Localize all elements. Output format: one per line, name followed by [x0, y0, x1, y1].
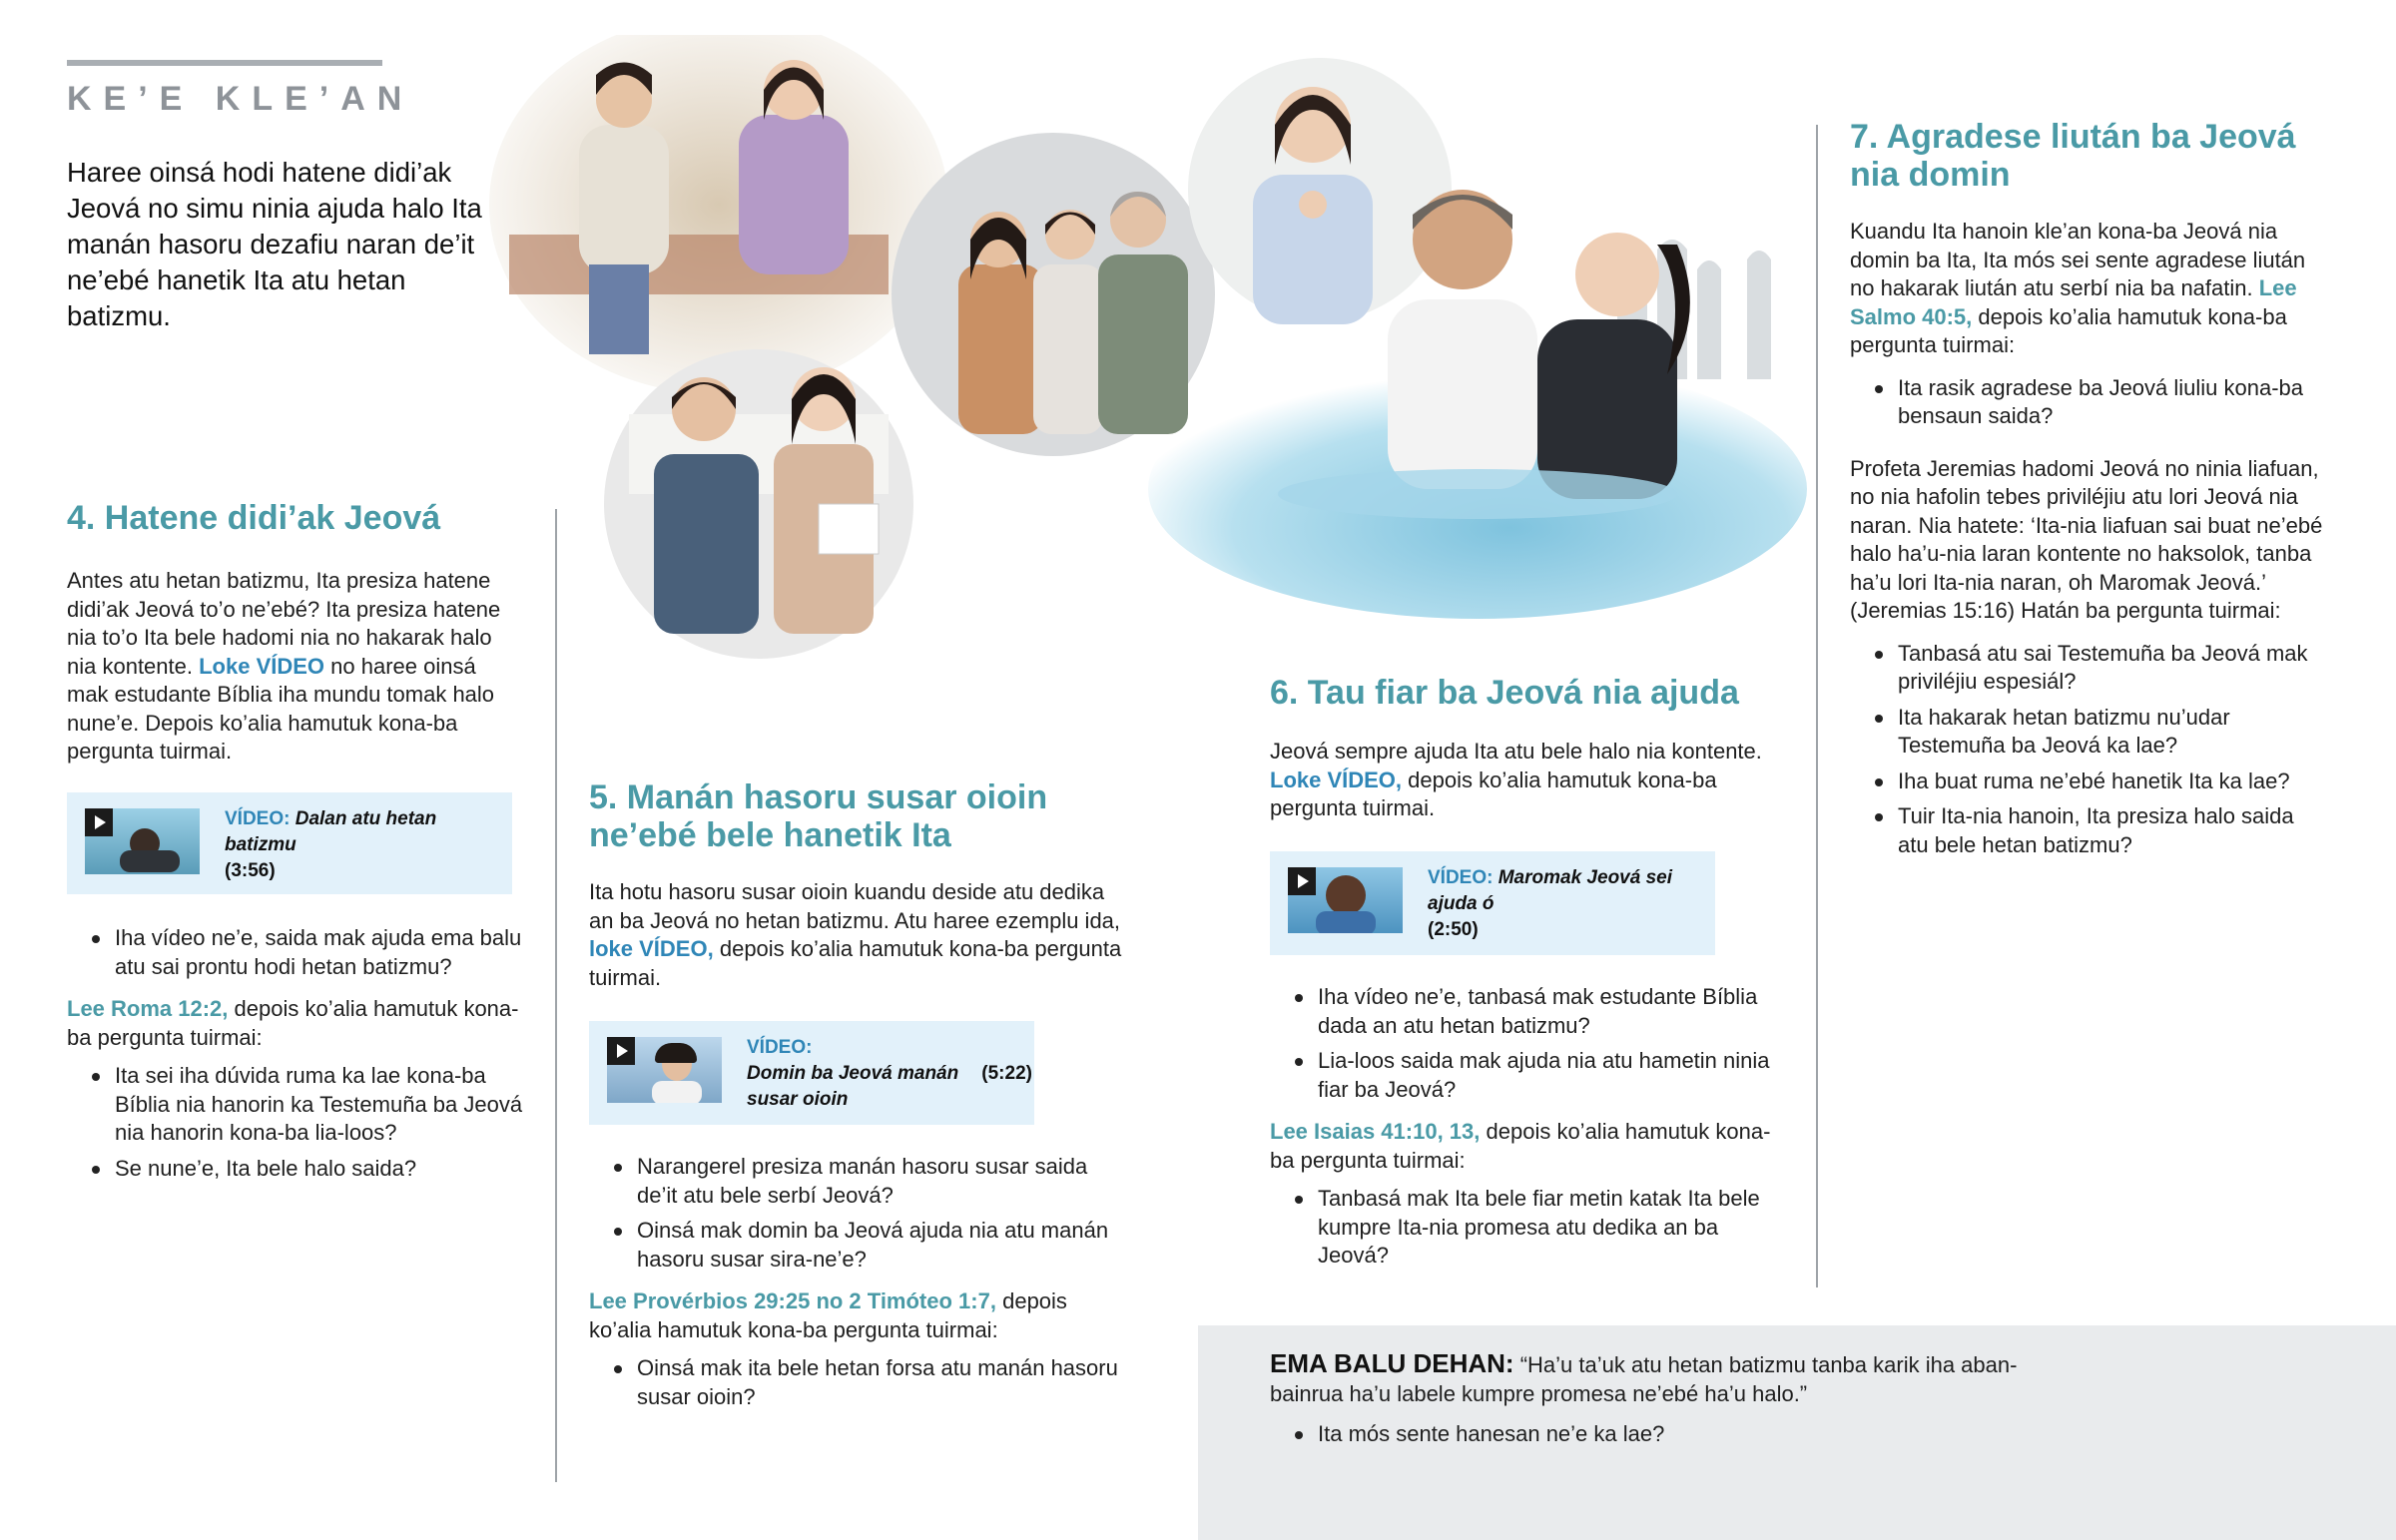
section-7-title: 7. Agradese liután ba Jeová nia domin: [1850, 118, 2296, 194]
section-6-paragraph: [1270, 738, 1799, 823]
video-title: Maromak Jeová sei ajuda ó: [1428, 867, 1672, 914]
question-item: Lia-loos saida mak ajuda nia atu hametin ninia fiar ba Jeová?: [1270, 1047, 1789, 1104]
section-6-questions: [1270, 983, 1789, 1278]
section-5-text-tail: depois ko’alia hamutuk kona-ba pergunta tuirmai.: [589, 936, 1122, 990]
question-item: Ita rasik agradese ba Jeová liuliu kona-ba bensaun saida?: [1850, 374, 2329, 431]
video-caption: [747, 1035, 1034, 1113]
question-item: Tuir Ita-nia hanoin, Ita presiza halo saida atu bele hetan batizmu?: [1850, 802, 2329, 859]
scripture-link[interactable]: Lee Roma 12:2,: [67, 996, 229, 1021]
question-item: Oinsá mak domin ba Jeová ajuda nia atu manán hasoru susar sira-ne’e?: [589, 1217, 1128, 1274]
section-5-title: 5. Manán hasoru susar oioin ne’ebé bele hanetik Ita: [589, 778, 1048, 854]
section-6-text-tail: depois ko’alia hamutuk kona-ba pergunta tuirmai.: [1270, 767, 1717, 820]
question-item: Narangerel presiza manán hasoru susar saida de’it atu bele serbí Jeová?: [589, 1153, 1128, 1210]
section-4: [67, 499, 516, 767]
section-4-text: Antes atu hetan batizmu, Ita presiza hatene didi’ak Jeová to’o ne’ebé? Ita presiza hatene nia to’o Ita bele hadomi nia no hakarak halo nia kontente.: [67, 568, 501, 679]
illustration-baptism: [1058, 150, 1807, 629]
section-6-text: Jeová sempre ajuda Ita atu bele halo nia kontente.: [1270, 739, 1762, 764]
column-divider: [555, 509, 557, 1482]
video-thumbnail[interactable]: [85, 808, 200, 874]
section-7-paragraph: [1850, 218, 2329, 360]
question-item: Iha vídeo ne’e, tanbasá mak estudante Bíblia dada an atu hetan batizmu?: [1270, 983, 1789, 1040]
section-6-title: 6. Tau fiar ba Jeová nia ajuda: [1270, 674, 1739, 712]
section-7-paragraph-2: Profeta Jeremias hadomi Jeová no ninia liafuan, no nia hafolin tebes priviléjiu atu lori Jeová nia naran. Nia hatete: ‘Ita-nia liafuan sai buat ne’ebé halo ha’u-nia laran kontente no haksolok, tanba ha’u lori Ita-nia naran, oh Maromak Jeová.’ (Jeremias 15:16) Hatán ba pergunta tuirmai:: [1850, 455, 2323, 623]
question-item: Se nune’e, Ita bele halo saida?: [67, 1155, 526, 1184]
section-5: [589, 778, 1128, 992]
kicker-rule: [67, 60, 382, 66]
section-5-questions: [589, 1153, 1128, 1418]
quote-text: “Ha’u ta’uk atu hetan batizmu tanba karik iha aban-bainrua ha’u labele kumpre promesa ne’ebé ha’u halo.”: [1270, 1352, 2018, 1406]
scripture-link[interactable]: Lee Salmo 40:5,: [1850, 275, 2297, 329]
some-people-say-quote: [1270, 1349, 2019, 1408]
section-4-questions: [67, 924, 526, 1190]
question-item: Iha buat ruma ne’ebé hanetik Ita ka lae?: [1850, 768, 2329, 796]
scripture-instruction: depois ko’alia hamutuk kona-ba pergunta tuirmai:: [589, 1288, 1067, 1342]
play-icon[interactable]: [1288, 867, 1316, 895]
question-item: Iha vídeo ne’e, saida mak ajuda ema balu atu sai prontu hodi hetan batizmu?: [67, 924, 526, 981]
scripture-instruction: depois ko’alia hamutuk kona-ba pergunta tuirmai:: [1850, 303, 2287, 357]
question-item: Ita mós sente hanesan ne’e ka lae?: [1270, 1420, 2019, 1449]
scripture-instruction: depois ko’alia hamutuk kona-ba pergunta tuirmai:: [67, 996, 519, 1050]
scripture-reference: [67, 995, 526, 1052]
scripture-link[interactable]: Lee Provérbios 29:25 no 2 Timóteo 1:7,: [589, 1288, 996, 1313]
column-divider: [1816, 125, 1818, 1287]
section-4-text-tail: no haree oinsá mak estudante Bíblia iha mundu tomak halo nune’e. Depois ko’alia hamutuk kona-ba pergunta tuirmai.: [67, 653, 495, 764]
video-thumbnail[interactable]: [607, 1037, 722, 1103]
section-5-text: Ita hotu hasoru susar oioin kuandu deside atu dedika an ba Jeová no hetan batizmu. Atu haree ezemplu ida,: [589, 879, 1121, 933]
video-card-5[interactable]: [589, 1021, 1034, 1125]
kicker-title: KE’E KLE’AN: [67, 80, 414, 118]
intro-text: Haree oinsá hodi hatene didi’ak Jeová no simu ninia ajuda halo Ita manán hasoru dezafiu naran de’it ne’ebé hanetik Ita atu hetan batizmu.: [67, 157, 482, 331]
scripture-reference: [1270, 1118, 1789, 1175]
scripture-reference: [589, 1287, 1128, 1344]
scripture-instruction: depois ko’alia hamutuk kona-ba pergunta tuirmai:: [1270, 1119, 1771, 1173]
video-link[interactable]: Loke VÍDEO: [199, 653, 325, 679]
question-item: Oinsá mak ita bele hetan forsa atu manán hasoru susar oioin?: [589, 1354, 1128, 1411]
video-label: VÍDEO:: [747, 1037, 813, 1058]
section-4-title: 4. Hatene didi’ak Jeová: [67, 499, 441, 537]
video-duration: (2:50): [1428, 919, 1479, 940]
video-title: Dalan atu hetan batizmu: [225, 808, 437, 855]
play-icon[interactable]: [607, 1037, 635, 1065]
section-7-text: Kuandu Ita hanoin kle’an kona-ba Jeová nia domin ba Ita, Ita mós sei sente agradese liután no hakarak liután atu serbí nia ba nafatin.: [1850, 219, 2306, 300]
section-4-paragraph: [67, 567, 516, 767]
section-7: [1850, 118, 2329, 866]
section-6: [1270, 674, 1799, 823]
video-label: VÍDEO:: [1428, 867, 1494, 888]
video-caption: [225, 806, 512, 884]
question-item: Tanbasá atu sai Testemuña ba Jeová mak priviléjiu espesiál?: [1850, 640, 2329, 697]
question-item: Ita hakarak hetan batizmu nu’udar Testemuña ba Jeová ka lae?: [1850, 704, 2329, 761]
video-card-6[interactable]: [1270, 851, 1715, 955]
video-thumbnail[interactable]: [1288, 867, 1403, 933]
video-caption: [1428, 865, 1715, 943]
question-item: Tanbasá mak Ita bele fiar metin katak Ita bele kumpre Ita-nia promesa atu dedika an ba Jeová?: [1270, 1185, 1789, 1271]
video-duration: (3:56): [225, 860, 276, 881]
question-item: Ita sei iha dúvida ruma ka lae kona-ba Bíblia nia hanorin ka Testemuña ba Jeová nia hanorin kona-ba lia-loos?: [67, 1062, 526, 1148]
video-title: Domin ba Jeová manán susar oioin: [747, 1063, 959, 1110]
some-people-say-content: [1270, 1349, 2019, 1456]
video-link[interactable]: loke VÍDEO,: [589, 936, 714, 961]
video-duration: (5:22): [981, 1063, 1032, 1084]
scripture-link[interactable]: Lee Isaias 41:10, 13,: [1270, 1119, 1481, 1144]
play-icon[interactable]: [85, 808, 113, 836]
video-label: VÍDEO:: [225, 808, 291, 829]
some-people-say-label: EMA BALU DEHAN:: [1270, 1348, 1514, 1378]
video-card-4[interactable]: [67, 792, 512, 894]
video-link[interactable]: Loke VÍDEO,: [1270, 767, 1403, 792]
section-5-paragraph: [589, 878, 1128, 992]
